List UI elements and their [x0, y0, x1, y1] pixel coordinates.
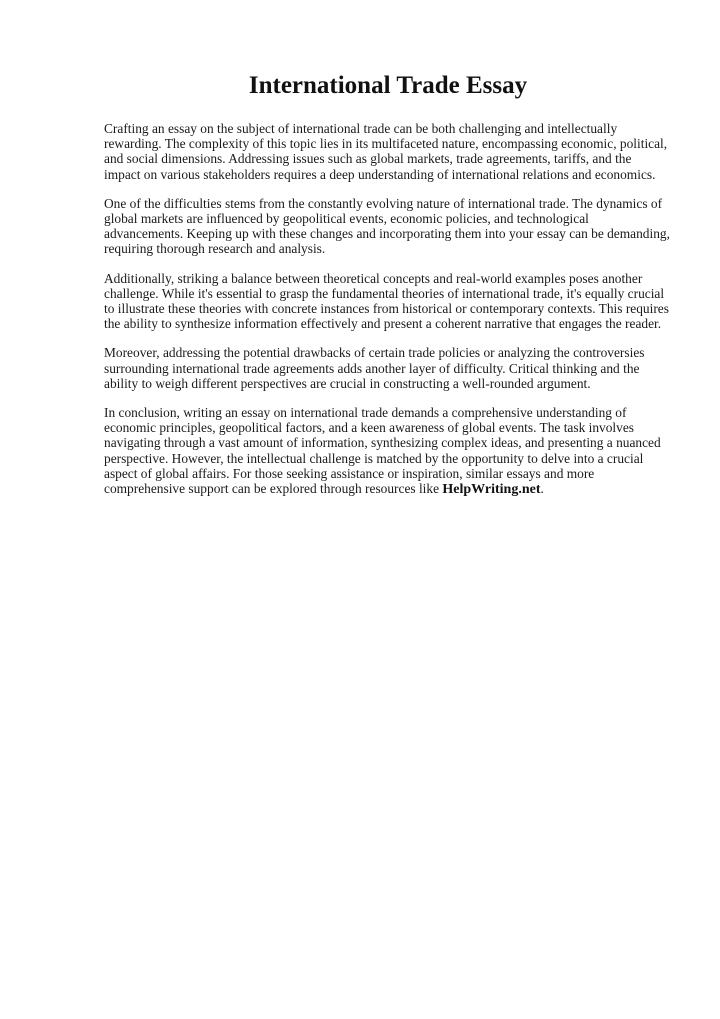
- paragraph-1: Crafting an essay on the subject of international trade can be both challenging and intellectually rewarding. The complexity of this topic lies in its multifaceted nature, encompassing economic, political, and social dimensions. Addressing issues such as global markets, trade agreements, tariffs, and the impact on various stakeholders requires a deep understanding of international relations and economics.: [104, 121, 668, 182]
- essay-title: International Trade Essay: [248, 72, 528, 99]
- conclusion-end: .: [540, 481, 544, 497]
- paragraph-conclusion: [104, 405, 670, 497]
- essay-body: [104, 121, 670, 511]
- paragraph-4: Moreover, addressing the potential drawbacks of certain trade policies or analyzing the controversies surrounding international trade agreements adds another layer of difficulty. Critical thinking and the ability to weigh different perspectives are crucial in constructing a well-rounded argument.: [104, 345, 645, 391]
- paragraph-3: Additionally, striking a balance between theoretical concepts and real-world examples poses another challenge. While it's essential to grasp the fundamental theories of international trade, it's equally crucial to illustrate these theories with concrete instances from historical or contemporary contexts. This requires the ability to synthesize information effectively and present a coherent narrative that engages the reader.: [104, 270, 669, 332]
- helpwriting-link[interactable]: HelpWriting.net: [442, 482, 541, 498]
- conclusion-text: In conclusion, writing an essay on international trade demands a comprehensive understanding of economic principles, geopolitical factors, and a keen awareness of global events. The task involves navigating through a vast amount of information, synthesizing complex ideas, and presenting a nuanced perspective. However, the intellectual challenge is matched by the opportunity to delve into a crucial aspect of global affairs. For those seeking assistance or inspiration, similar essays and more comprehensive support can be explored through resources like: [104, 405, 661, 497]
- paragraph-2: One of the difficulties stems from the constantly evolving nature of international trade. The dynamics of global markets are influenced by geopolitical events, economic policies, and technological advancements. Keeping up with these changes and incorporating them into your essay can be demanding, requiring thorough research and analysis.: [104, 195, 670, 257]
